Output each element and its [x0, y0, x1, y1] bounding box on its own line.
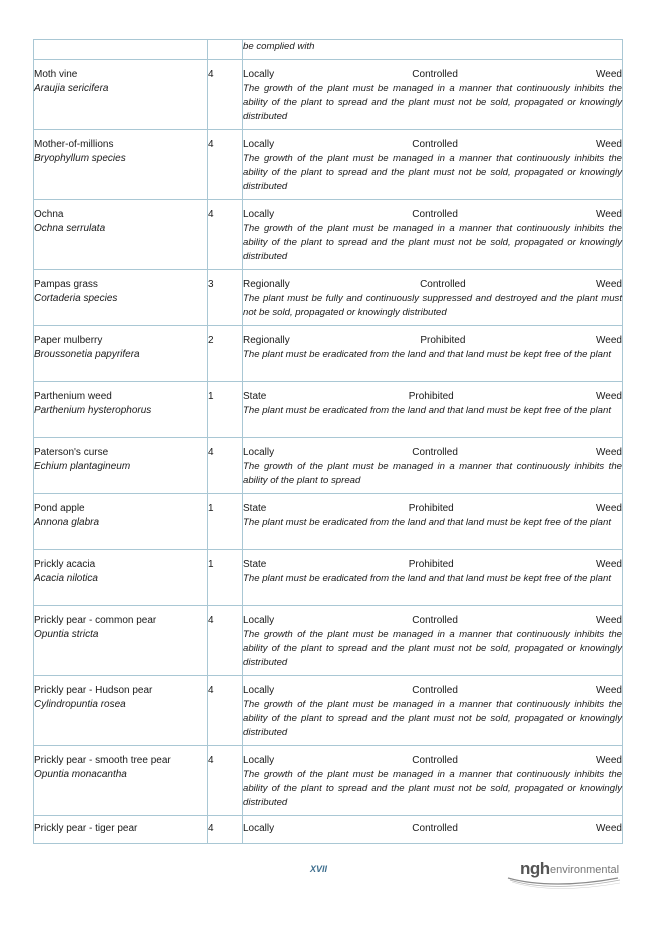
common-name: Paterson's curse — [34, 447, 109, 458]
status-line — [243, 754, 622, 768]
table-cell-name — [34, 816, 208, 844]
type-label: Weed — [596, 209, 622, 220]
status-label: Controlled — [412, 615, 458, 626]
requirement-text: The growth of the plant must be managed in a manner that continuously inhibits the ability of the plant to spread — [243, 461, 622, 486]
table-row — [34, 382, 623, 438]
category-number: 2 — [208, 335, 214, 346]
table-row — [34, 606, 623, 676]
scientific-name: Cortaderia species — [34, 293, 118, 304]
status-label: Prohibited — [408, 503, 454, 514]
scientific-name: Parthenium hysterophorus — [34, 405, 152, 416]
status-line — [243, 558, 622, 572]
scope-label: Locally — [243, 69, 275, 80]
status-line — [243, 68, 622, 82]
table-row — [34, 816, 623, 844]
common-name: Prickly pear - tiger pear — [34, 823, 138, 834]
scope-label: Locally — [243, 447, 275, 458]
table-cell-category — [208, 494, 243, 550]
table-cell-category — [208, 816, 243, 844]
table-cell-category — [208, 130, 243, 200]
common-name: Pond apple — [34, 503, 85, 514]
table-cell-category — [208, 746, 243, 816]
table-cell-category — [208, 326, 243, 382]
table-row — [34, 746, 623, 816]
status-label: Prohibited — [408, 391, 454, 402]
scientific-name: Opuntia stricta — [34, 629, 99, 640]
table-cell-name — [34, 270, 208, 326]
weed-table-body — [34, 40, 623, 844]
table-cell-name — [34, 676, 208, 746]
table-cell-name — [34, 60, 208, 130]
table-cell-name — [34, 550, 208, 606]
table-row — [34, 494, 623, 550]
scope-label: Locally — [243, 823, 275, 834]
status-line — [243, 138, 622, 152]
logo-environmental-text: environmental — [550, 864, 620, 876]
category-number: 4 — [208, 685, 214, 696]
table-cell-category — [208, 606, 243, 676]
type-label: Weed — [596, 391, 622, 402]
scientific-name: Acacia nilotica — [34, 573, 98, 584]
scientific-name: Opuntia monacantha — [34, 769, 127, 780]
status-label: Controlled — [412, 209, 458, 220]
table-cell-name — [34, 40, 208, 60]
table-cell-details — [243, 746, 623, 816]
scope-label: Regionally — [243, 279, 290, 290]
table-cell-details — [243, 382, 623, 438]
requirement-text: be complied with — [243, 41, 315, 52]
status-label: Controlled — [420, 279, 466, 290]
status-line — [243, 684, 622, 698]
table-cell-details — [243, 550, 623, 606]
table-cell-details — [243, 494, 623, 550]
status-line — [243, 208, 622, 222]
table-cell-details — [243, 438, 623, 494]
table-row — [34, 60, 623, 130]
table-row — [34, 40, 623, 60]
type-label: Weed — [596, 503, 622, 514]
table-cell-details — [243, 326, 623, 382]
status-label: Controlled — [412, 823, 458, 834]
common-name: Paper mulberry — [34, 335, 103, 346]
scope-label: Locally — [243, 615, 275, 626]
common-name: Ochna — [34, 209, 64, 220]
scope-label: Locally — [243, 139, 275, 150]
common-name: Parthenium weed — [34, 391, 112, 402]
table-cell-details — [243, 606, 623, 676]
table-row — [34, 130, 623, 200]
requirement-text: The plant must be eradicated from the land and that land must be kept free of the plant — [243, 517, 611, 528]
requirement-text: The growth of the plant must be managed in a manner that continuously inhibits the ability of the plant to spread and the plant must not be sold, propagated or knowingly distributed — [243, 223, 622, 262]
scope-label: Regionally — [243, 335, 290, 346]
table-cell-name — [34, 438, 208, 494]
type-label: Weed — [596, 69, 622, 80]
table-row — [34, 438, 623, 494]
table-cell-details — [243, 816, 623, 844]
scientific-name: Araujia sericifera — [34, 83, 109, 94]
table-cell-category — [208, 438, 243, 494]
category-number: 1 — [208, 391, 214, 402]
table-cell-details — [243, 60, 623, 130]
table-cell-category — [208, 382, 243, 438]
category-number: 4 — [208, 447, 214, 458]
status-label: Controlled — [412, 139, 458, 150]
category-number: 4 — [208, 209, 214, 220]
table-row — [34, 326, 623, 382]
status-label: Controlled — [412, 685, 458, 696]
table-row — [34, 270, 623, 326]
requirement-text: The growth of the plant must be managed in a manner that continuously inhibits the ability of the plant to spread and the plant must not be sold, propagated or knowingly distributed — [243, 153, 622, 192]
common-name: Prickly acacia — [34, 559, 96, 570]
table-cell-name — [34, 130, 208, 200]
requirement-text: The plant must be fully and continuously suppressed and destroyed and the plant must not be sold, propagated or knowingly distributed — [243, 293, 622, 318]
status-label: Controlled — [412, 69, 458, 80]
scope-label: Locally — [243, 685, 275, 696]
common-name: Pampas grass — [34, 279, 98, 290]
status-label: Controlled — [412, 755, 458, 766]
requirement-text: The growth of the plant must be managed in a manner that continuously inhibits the ability of the plant to spread and the plant must not be sold, propagated or knowingly distributed — [243, 699, 622, 738]
type-label: Weed — [596, 447, 622, 458]
requirement-text: The plant must be eradicated from the land and that land must be kept free of the plant — [243, 349, 611, 360]
type-label: Weed — [596, 685, 622, 696]
category-number: 4 — [208, 823, 214, 834]
table-row — [34, 676, 623, 746]
scope-label: Locally — [243, 755, 275, 766]
table-cell-category — [208, 200, 243, 270]
scientific-name: Annona glabra — [34, 517, 100, 528]
type-label: Weed — [596, 139, 622, 150]
requirement-text: The growth of the plant must be managed in a manner that continuously inhibits the ability of the plant to spread and the plant must not be sold, propagated or knowingly distributed — [243, 629, 622, 668]
table-cell-category — [208, 60, 243, 130]
type-label: Weed — [596, 755, 622, 766]
table-cell-details — [243, 130, 623, 200]
table-row — [34, 200, 623, 270]
scope-label: State — [243, 559, 267, 570]
table-cell-category — [208, 270, 243, 326]
logo-ngh-text: ngh — [520, 859, 550, 878]
category-number: 1 — [208, 559, 214, 570]
scientific-name: Echium plantagineum — [34, 461, 131, 472]
table-cell-name — [34, 494, 208, 550]
table-cell-category — [208, 550, 243, 606]
status-line — [243, 822, 622, 836]
status-line — [243, 446, 622, 460]
table-row — [34, 550, 623, 606]
type-label: Weed — [596, 335, 622, 346]
type-label: Weed — [596, 279, 622, 290]
type-label: Weed — [596, 559, 622, 570]
table-cell-details — [243, 270, 623, 326]
status-line — [243, 502, 622, 516]
scientific-name: Cylindropuntia rosea — [34, 699, 126, 710]
category-number: 4 — [208, 615, 214, 626]
category-number: 4 — [208, 139, 214, 150]
table-cell-name — [34, 746, 208, 816]
common-name: Prickly pear - smooth tree pear — [34, 755, 171, 766]
page-number: XVII — [310, 864, 328, 874]
table-cell-details — [243, 676, 623, 746]
scientific-name: Broussonetia papyrifera — [34, 349, 140, 360]
status-line — [243, 614, 622, 628]
common-name: Mother-of-millions — [34, 139, 114, 150]
scientific-name: Bryophyllum species — [34, 153, 126, 164]
scope-label: Locally — [243, 209, 275, 220]
common-name: Prickly pear - common pear — [34, 615, 157, 626]
type-label: Weed — [596, 615, 622, 626]
table-cell-name — [34, 200, 208, 270]
category-number: 4 — [208, 69, 214, 80]
status-label: Controlled — [412, 447, 458, 458]
status-line — [243, 334, 622, 348]
status-line — [243, 390, 622, 404]
requirement-text: The growth of the plant must be managed in a manner that continuously inhibits the ability of the plant to spread and the plant must not be sold, propagated or knowingly distributed — [243, 83, 622, 122]
weed-table — [33, 39, 623, 844]
scientific-name: Ochna serrulata — [34, 223, 106, 234]
status-line — [243, 278, 622, 292]
table-cell-details — [243, 200, 623, 270]
table-cell-category — [208, 676, 243, 746]
table-cell-details — [243, 40, 623, 60]
table-cell-name — [34, 606, 208, 676]
table-cell-name — [34, 326, 208, 382]
category-number: 1 — [208, 503, 214, 514]
ngh-environmental-logo — [506, 856, 622, 890]
requirement-text: The growth of the plant must be managed in a manner that continuously inhibits the ability of the plant to spread and the plant must not be sold, propagated or knowingly distributed — [243, 769, 622, 808]
status-label: Prohibited — [420, 335, 466, 346]
common-name: Prickly pear - Hudson pear — [34, 685, 153, 696]
category-number: 4 — [208, 755, 214, 766]
type-label: Weed — [596, 823, 622, 834]
scope-label: State — [243, 391, 267, 402]
category-number: 3 — [208, 279, 214, 290]
requirement-text: The plant must be eradicated from the land and that land must be kept free of the plant — [243, 405, 611, 416]
table-cell-category — [208, 40, 243, 60]
scope-label: State — [243, 503, 267, 514]
status-label: Prohibited — [408, 559, 454, 570]
requirement-text: The plant must be eradicated from the land and that land must be kept free of the plant — [243, 573, 611, 584]
table-cell-name — [34, 382, 208, 438]
common-name: Moth vine — [34, 69, 78, 80]
